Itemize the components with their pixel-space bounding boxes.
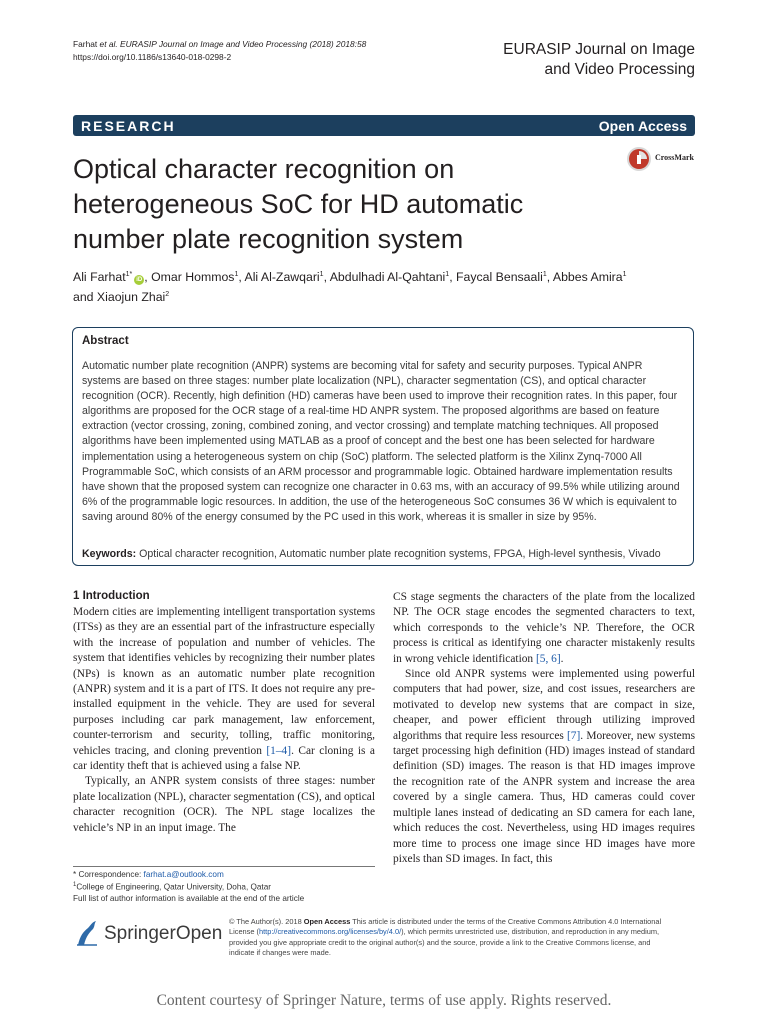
journal-name-line1: EURASIP Journal on Image (503, 41, 695, 58)
author-affiliation-sup: 2 (165, 291, 170, 299)
correspondence-label: * Correspondence: (73, 870, 144, 879)
springer-horse-icon (74, 918, 100, 948)
author-name: , Abbes Amira (546, 270, 623, 285)
crossmark-badge[interactable] (626, 146, 698, 174)
keywords (82, 548, 686, 560)
author-affiliation-sup: 1 (542, 271, 547, 278)
springer-open-label: Open (175, 923, 223, 944)
correspondence-email[interactable]: farhat.a@outlook.com (143, 870, 224, 879)
paragraph (73, 605, 375, 774)
article-type-bar (73, 115, 695, 136)
springer-open-wordmark (104, 923, 222, 945)
author-name: , Ali Al-Zawqari (238, 270, 320, 285)
research-label: RESEARCH (81, 118, 176, 134)
footnotes (73, 869, 304, 905)
paragraph-text: . Moreover, new systems target processing high definition (HD) images instead of standard definition (SD) images. The reason is that HD images improve the recognition rate of the ANPR system and increase the area covered by a single camera. Thus, HD cameras could cover multiple lanes instead of dedicating an SD camera for each lane, which reduces the cost. Nevertheless, using HD images requires more time to process one image since HD images have more pixels than SD images. In fact, this (393, 729, 696, 865)
author-name: and Xiaojun Zhai (73, 290, 166, 305)
author-affiliation-sup: 1 (319, 271, 324, 278)
citation-link[interactable]: [1–4] (266, 744, 292, 757)
citation-header (73, 38, 366, 64)
paragraph-text: Since old ANPR systems were implemented using powerful computers that had power, size, and cost issues, researchers are motivated to develop new systems that are compact in size, cheaper, and power efficient through utilizing improved algorithms that require less resources (393, 668, 695, 742)
springer-brand: Springer (104, 923, 176, 944)
license-open-access: Open Access (303, 917, 351, 926)
courtesy-footer: Content courtesy of Springer Nature, terms of use apply. Rights reserved. (156, 992, 612, 1009)
citation-link[interactable]: [7] (567, 729, 581, 742)
journal-name-line2: and Video Processing (544, 61, 695, 78)
crossmark-icon (626, 146, 652, 172)
paragraph-text: . Car cloning is a car identity theft that is achieved using a false NP. (73, 744, 375, 773)
section-heading: 1 Introduction (73, 590, 150, 602)
license-url[interactable]: http://creativecommons.org/licenses/by/4.0/ (259, 927, 402, 937)
author-name: , Faycal Bensaali (449, 270, 543, 285)
license-text: This article is distributed under the terms of the Creative Commons Attribution 4.0 International License ( (229, 917, 662, 937)
author-affiliation-sup: 1* (125, 271, 133, 278)
paragraph (393, 667, 695, 867)
footnote-divider (73, 866, 375, 867)
full-author-info-note: Full list of author information is available at the end of the article (73, 894, 305, 904)
author-affiliation-sup: 1 (622, 271, 627, 278)
paragraph-text: . (560, 652, 564, 665)
paragraph-text: Modern cities are implementing intelligent transportation systems (ITSs) as they are an essential part of the infrastructure especially with the increase of population and number of vehicles. The system that identifies vehicles by recognizing their number plates (NPs) is known as an automatic number plate recognition (ANPR) system and it is a part of ITS. It does not require any pre-installed equipment in the vehicle. They are used for several purposes including car park management, law enforcement, counter-terrorism and security, tolling, traffic monitoring, vehicles tracing, and cloning prevention (73, 606, 375, 757)
open-access-label: Open Access (598, 118, 687, 134)
keywords-list: Optical character recognition, Automatic number plate recognition systems, FPGA, High-level synthesis, Vivado (139, 548, 661, 560)
article-title: Optical character recognition on heterogeneous SoC for HD automatic number plate recognition system (73, 154, 524, 254)
doi-link[interactable]: https://doi.org/10.1186/s13640-018-0298-2 (73, 52, 232, 62)
paragraph (393, 590, 695, 667)
abstract-heading: Abstract (82, 335, 129, 347)
license-notice (229, 917, 669, 959)
body-column-left (73, 605, 375, 836)
body-column-right (393, 590, 695, 867)
orcid-icon[interactable]: iD (136, 277, 143, 284)
author-affiliation-sup: 1 (445, 271, 450, 278)
affiliation: College of Engineering, Qatar University, Doha, Qatar (76, 883, 271, 893)
journal-name (503, 40, 695, 80)
citation-rest: et al. EURASIP Journal on Image and Video Processing (2018) 2018:58 (99, 39, 367, 49)
author-affiliation-sup: 1 (234, 271, 239, 278)
crossmark-label: CrossMark (655, 153, 694, 162)
abstract-box (72, 327, 694, 566)
license-text: ), which permits unrestricted use, distribution, and reproduction in any medium, provided you give appropriate credit to the original author(s) and the source, provide a link to the Creative Commons license, and indicate if changes were made. (229, 927, 660, 958)
citation-link[interactable]: [5, 6] (535, 652, 561, 665)
paragraph-text: CS stage segments the characters of the plate from the localized NP. The OCR stage encodes the segmented characters to text, which corresponds to the vehicle’s NP. Therefore, the OCR process is critical as identifying one character mistakenly results in wrong vehicle identification (393, 591, 695, 665)
author-name: , Omar Hommos (144, 270, 235, 285)
author-name: Ali Farhat (73, 270, 126, 285)
license-copyright: © The Author(s). 2018 (229, 917, 304, 926)
author-name: , Abdulhadi Al-Qahtani (323, 270, 446, 285)
citation-author: Farhat (73, 39, 98, 49)
keywords-label: Keywords: (82, 548, 137, 560)
author-list (73, 266, 673, 306)
paragraph: Typically, an ANPR system consists of three stages: number plate localization (NPL), character segmentation (CS), and optical character recognition (OCR). The NPL stage localizes the vehicle’s NP in an input image. The (73, 775, 375, 834)
affiliation-sup: 1 (73, 882, 77, 889)
abstract-text: Automatic number plate recognition (ANPR) systems are becoming vital for safety and security purposes. Typical ANPR systems are based on three stages: number plate localization (NPL), character segmentation (CS), and optical character recognition (OCR). Recently, high definition (HD) cameras have been used to improve their recognition rates. In this paper, four algorithms are proposed for the OCR stage of a real-time HD ANPR system. The proposed algorithms are based on feature extraction (vector crossing, zoning, combined zoning, and vector crossing) and template matching techniques. All proposed algorithms have been implemented using MATLAB as a proof of concept and the best one has been selected for hardware implementation using a heterogeneous system on chip (SoC) platform. The selected platform is the Xilinx Zynq-7000 All Programmable SoC, which consists of an ARM processor and programmable logic. Obtained hardware implementation results have shown that the proposed system can recognize one character in 0.63 ms, with an accuracy of 99.5% while utilizing around 6% of the programmable logic resources. In addition, the use of the heterogeneous SoC consumes 36 W which is equivalent to saving around 80% of the energy consumed by the PC used in this work, whereas it is smaller in size by 95%. (82, 360, 680, 523)
